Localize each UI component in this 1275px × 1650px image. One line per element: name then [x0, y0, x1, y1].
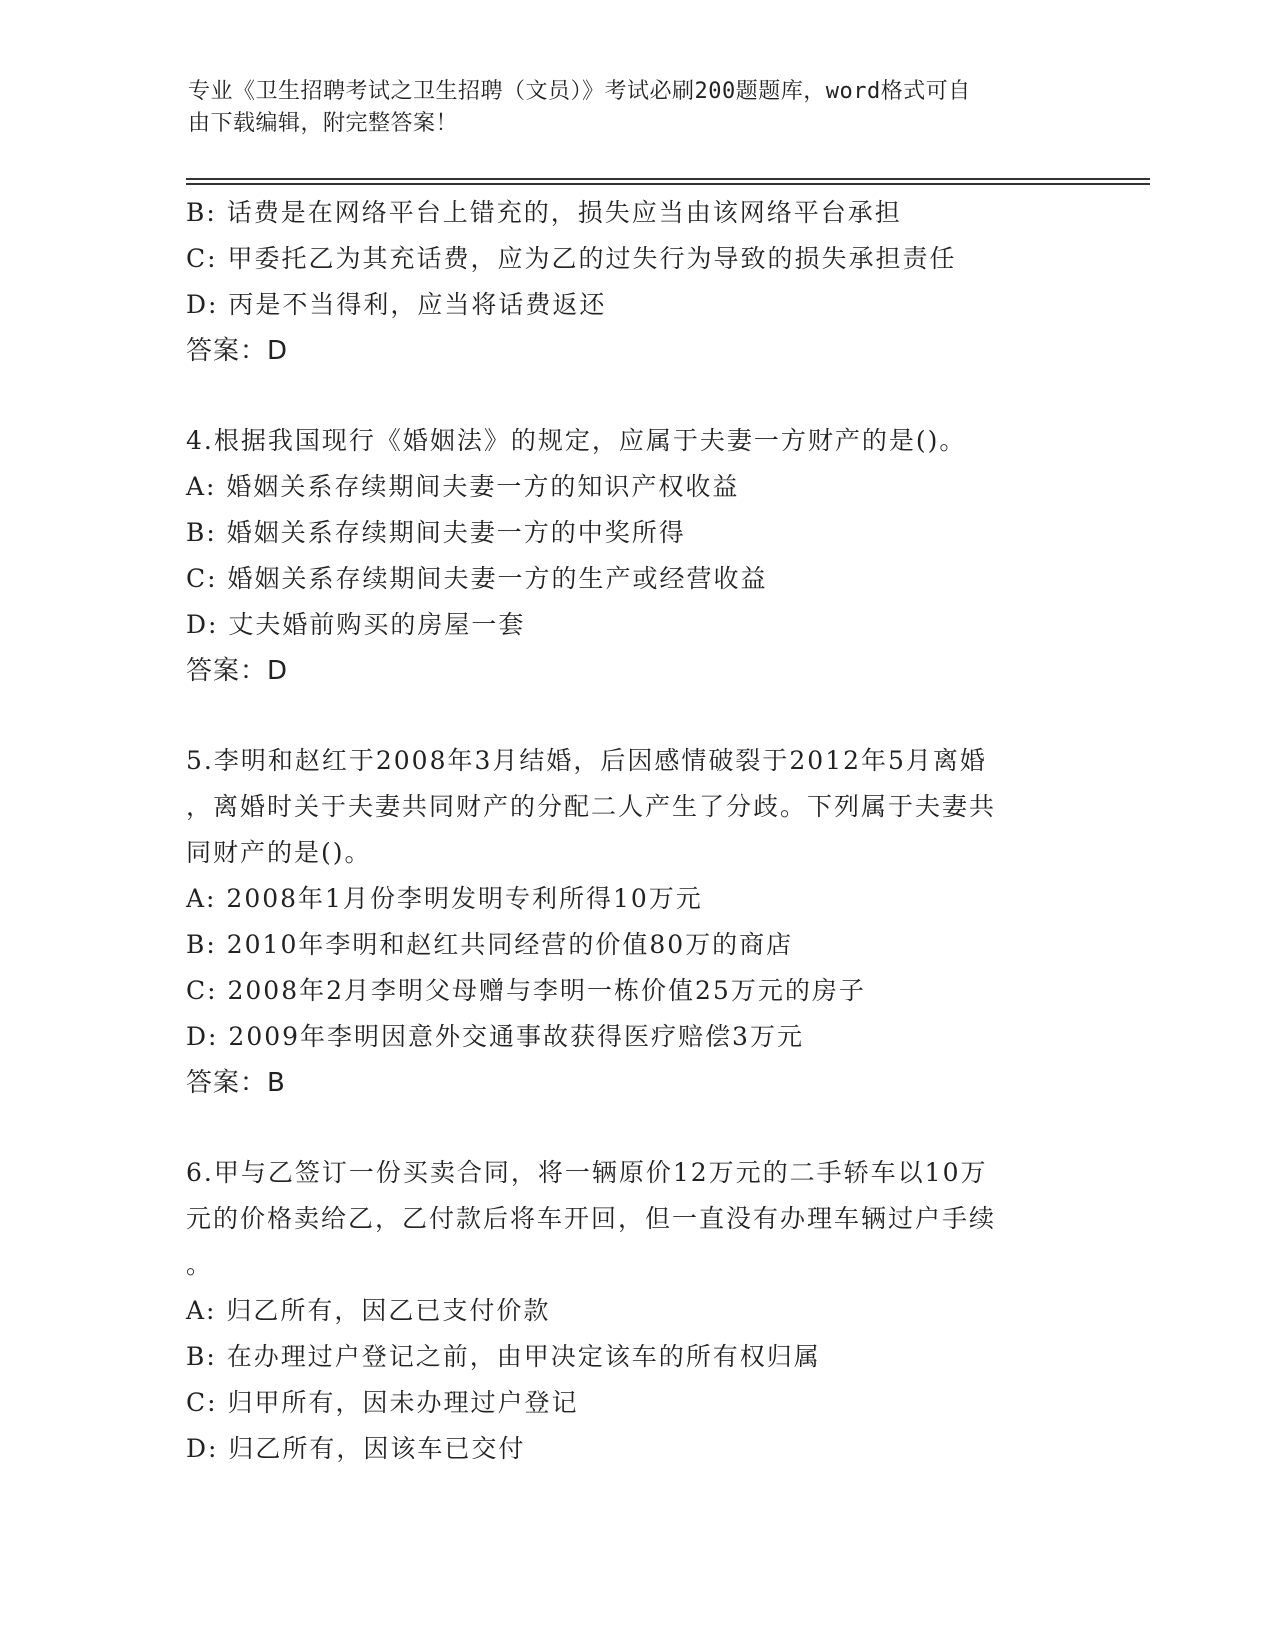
spacer [186, 1106, 1066, 1150]
option-d: D: 2009年李明因意外交通事故获得医疗赔偿3万元 [186, 1022, 804, 1051]
option-a: A: 归乙所有，因乙已支付价款 [186, 1296, 551, 1325]
option-c: C: 甲委托乙为其充话费，应为乙的过失行为导致的损失承担责任 [186, 244, 957, 273]
option-b: B: 2010年李明和赵红共同经营的价值80万的商店 [186, 930, 794, 959]
header-line-2: 由下载编辑，附完整答案！ [188, 111, 459, 136]
header-line-1: 专业《卫生招聘考试之卫生招聘（文员）》考试必刷200题题库，word格式可自 [188, 79, 971, 104]
answer-label: 答案：D [186, 656, 289, 686]
option-b: B: 话费是在网络平台上错充的，损失应当由该网络平台承担 [186, 198, 902, 227]
question-stem-line-1: 6.甲与乙签订一份买卖合同，将一辆原价12万元的二手轿车以10万 [186, 1158, 988, 1187]
option-d: D: 归乙所有，因该车已交付 [186, 1434, 526, 1463]
question-stem: 4.根据我国现行《婚姻法》的规定，应属于夫妻一方财产的是()。 [186, 426, 967, 455]
spacer [186, 374, 1066, 418]
answer-label: 答案：B [186, 1068, 286, 1098]
question-5 [186, 738, 1066, 1106]
question-4 [186, 418, 1066, 694]
option-c: C: 2008年2月李明父母赠与李明一栋价值25万元的房子 [186, 976, 866, 1005]
header-rule-bottom [186, 183, 1150, 185]
question-list [186, 190, 1066, 1472]
question-stem-line-3: 。 [186, 1250, 214, 1279]
option-c: C: 婚姻关系存续期间夫妻一方的生产或经营收益 [186, 564, 768, 593]
option-b: B: 在办理过户登记之前，由甲决定该车的所有权归属 [186, 1342, 821, 1371]
header-rule-top [186, 178, 1150, 180]
question-stem-line-1: 5.李明和赵红于2008年3月结婚，后因感情破裂于2012年5月离婚 [186, 746, 987, 775]
option-c: C: 归甲所有，因未办理过户登记 [186, 1388, 579, 1417]
option-d: D: 丈夫婚前购买的房屋一套 [186, 610, 526, 639]
option-a: A: 婚姻关系存续期间夫妻一方的知识产权收益 [186, 472, 740, 501]
question-3-tail [186, 190, 1066, 374]
spacer [186, 694, 1066, 738]
document-header [188, 76, 1068, 140]
option-d: D: 丙是不当得利，应当将话费返还 [186, 290, 607, 319]
option-b: B: 婚姻关系存续期间夫妻一方的中奖所得 [186, 518, 686, 547]
question-6 [186, 1150, 1066, 1472]
option-a: A: 2008年1月份李明发明专利所得10万元 [186, 884, 703, 913]
question-stem-line-2: 元的价格卖给乙，乙付款后将车开回，但一直没有办理车辆过户手续 [186, 1204, 997, 1233]
question-stem-line-3: 同财产的是()。 [186, 838, 372, 867]
question-stem-line-2: ，离婚时关于夫妻共同财产的分配二人产生了分歧。下列属于夫妻共 [186, 792, 997, 821]
answer-label: 答案：D [186, 336, 289, 366]
